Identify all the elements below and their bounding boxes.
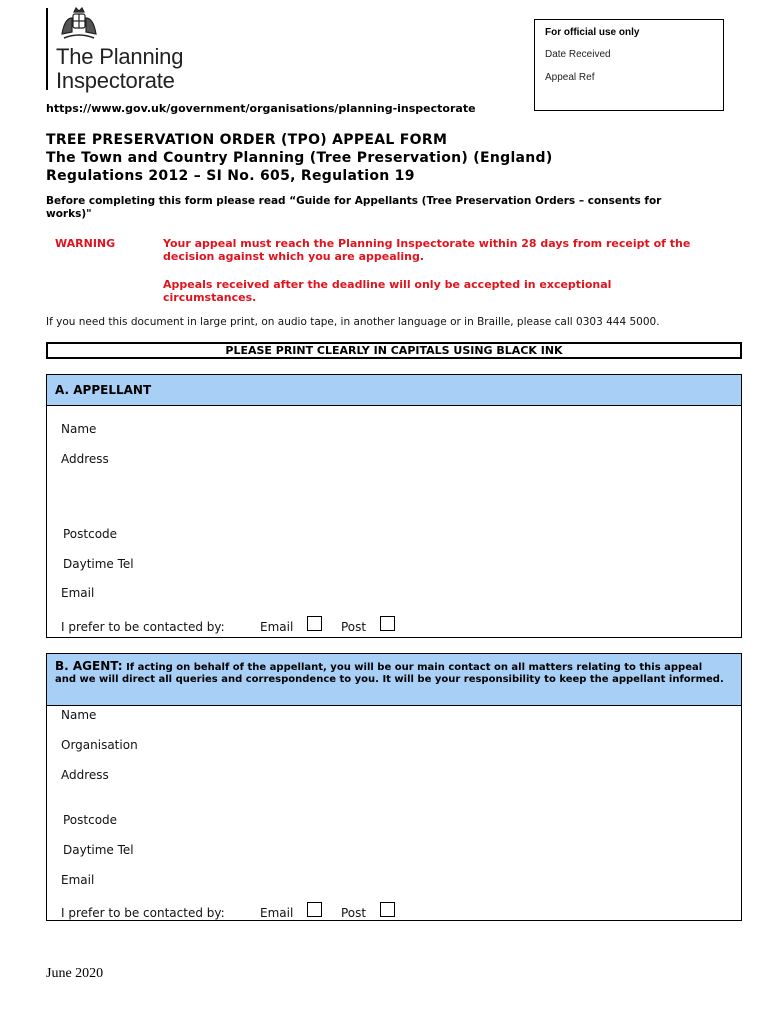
agent-name-field[interactable]: Name (61, 708, 97, 722)
appellant-name-field[interactable]: Name (61, 422, 97, 436)
form-title (46, 131, 553, 185)
warning-text-deadline: Your appeal must reach the Planning Inspectorate within 28 days from receipt of the decision against which you are appealing. (163, 237, 691, 263)
section-appellant (46, 374, 742, 638)
org-url[interactable]: https://www.gov.uk/government/organisations/planning-inspectorate (46, 102, 476, 115)
org-name-line1: The Planning (56, 44, 184, 69)
appellant-email-field[interactable]: Email (61, 586, 95, 600)
form-title-line2: The Town and Country Planning (Tree Preservation) (England) (46, 150, 553, 166)
footer-date: June 2020 (46, 966, 104, 981)
section-agent-title: B. AGENT: (55, 659, 123, 673)
section-agent (46, 653, 742, 921)
agent-pref-post-label: Post (341, 906, 367, 920)
appellant-address-field[interactable]: Address (61, 452, 109, 466)
section-agent-description (55, 660, 725, 686)
appellant-pref-email-checkbox[interactable] (307, 616, 322, 631)
agent-organisation-field[interactable]: Organisation (61, 738, 138, 752)
agent-postcode-field[interactable]: Postcode (63, 813, 118, 827)
warning-text-exceptional: Appeals received after the deadline will only be accepted in exceptional circumstances. (163, 278, 612, 304)
agent-address-field[interactable]: Address (61, 768, 109, 782)
agent-pref-email-checkbox[interactable] (307, 902, 322, 917)
accessibility-note: If you need this document in large print, on audio tape, in another language or in Braille, please call 0303 444 5000. (46, 316, 660, 328)
section-appellant-header (47, 375, 741, 406)
official-use-box (534, 19, 724, 111)
warning-label: WARNING (55, 237, 116, 250)
agent-pref-email-label: Email (260, 906, 294, 920)
agent-email-field[interactable]: Email (61, 873, 95, 887)
print-instruction-banner: PLEASE PRINT CLEARLY IN CAPITALS USING BLACK INK (46, 342, 742, 359)
appellant-pref-email-label: Email (260, 620, 294, 634)
appeal-ref-label: Appeal Ref (545, 72, 595, 83)
appellant-pref-post-label: Post (341, 620, 367, 634)
agent-pref-post-checkbox[interactable] (380, 902, 395, 917)
logo-divider (46, 8, 48, 90)
official-use-title: For official use only (545, 27, 640, 38)
appellant-pref-post-checkbox[interactable] (380, 616, 395, 631)
appellant-postcode-field[interactable]: Postcode (63, 527, 118, 541)
date-received-label: Date Received (545, 49, 611, 60)
org-name-line2: Inspectorate (56, 68, 175, 93)
agent-tel-field[interactable]: Daytime Tel (63, 843, 134, 857)
section-appellant-title: A. APPELLANT (55, 383, 152, 397)
intro-note: Before completing this form please read “Guide for Appellants (Tree Preservation Orders – consents for works)" (46, 195, 662, 220)
appellant-tel-field[interactable]: Daytime Tel (63, 557, 134, 571)
appellant-contact-pref-label: I prefer to be contacted by: (61, 620, 225, 634)
section-agent-header (47, 654, 741, 706)
agent-contact-pref-label: I prefer to be contacted by: (61, 906, 225, 920)
form-title-line3: Regulations 2012 – SI No. 605, Regulation 19 (46, 168, 415, 184)
royal-crest-icon (58, 6, 100, 42)
section-agent-text: If acting on behalf of the appellant, you will be our main contact on all matters relating to this appeal and we will direct all queries and correspondence to you. It will be your responsibility to keep the appellant informed. (55, 662, 724, 685)
form-title-line1: TREE PRESERVATION ORDER (TPO) APPEAL FORM (46, 132, 448, 148)
